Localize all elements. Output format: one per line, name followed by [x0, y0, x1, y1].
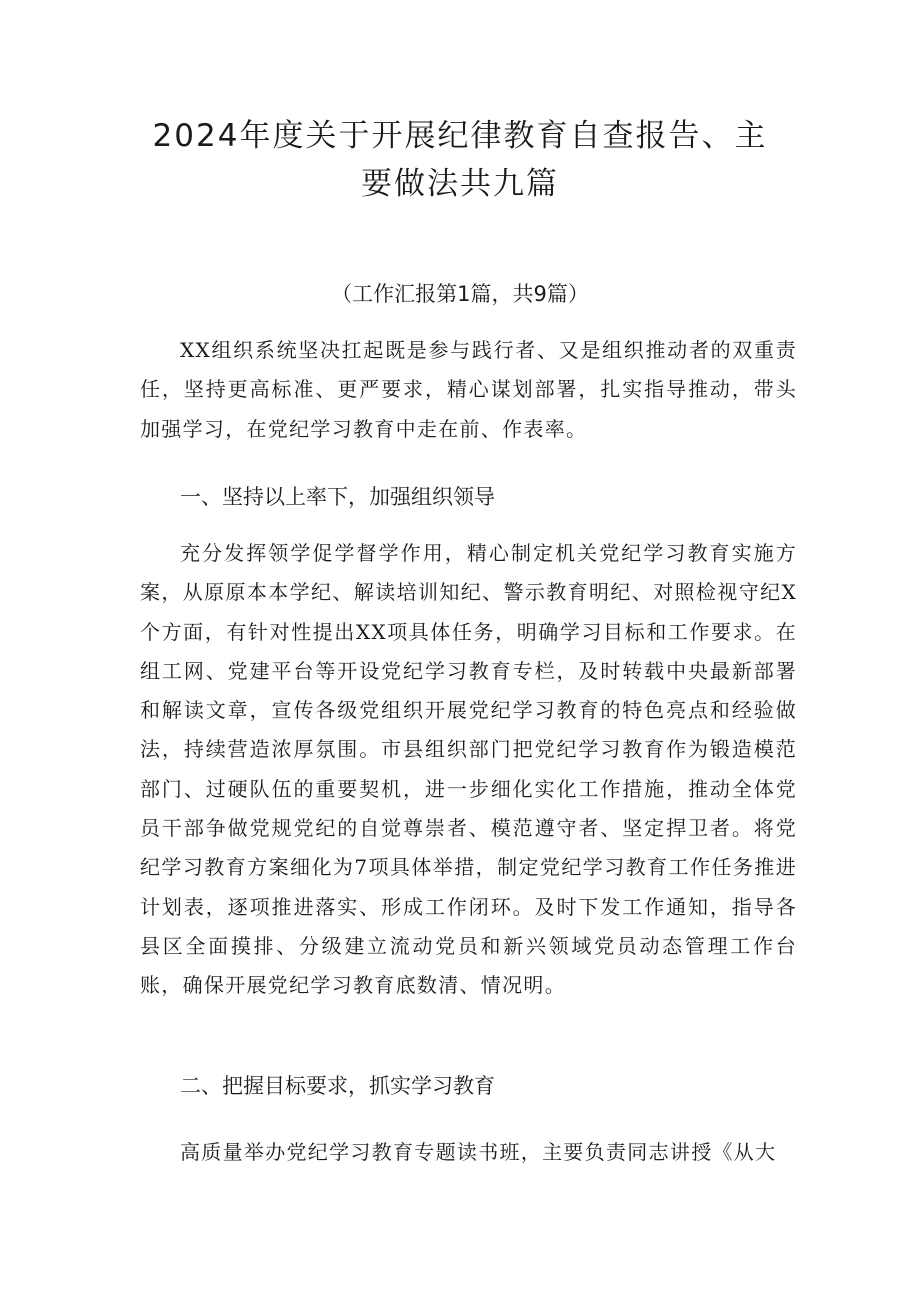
- section-1-heading: 一、坚持以上率下，加强组织领导: [180, 485, 495, 509]
- title-line-2: 要做法共九篇: [361, 166, 559, 202]
- section-1-paragraph: 充分发挥领学促学督学作用，精心制定机关党纪学习教育实施方案，从原原本本学纪、解读培训知纪、警示教育明纪、对照检视守纪X个方面，有针对性提出XX项具体任务，明确学习目标和工作要求。在组工网、党建平台等开设党纪学习教育专栏，及时转载中央最新部署和解读文章，宣传各级党组织开展党纪学习教育的特色亮点和经验做法，持续营造浓厚氛围。市县组织部门把党纪学习教育作为锻造模范部门、过硬队伍的重要契机，进一步细化实化工作措施，推动全体党员干部争做党规党纪的自觉尊崇者、模范遵守者、坚定捍卫者。将党纪学习教育方案细化为7项具体举措，制定党纪学习教育工作任务推进计划表，逐项推进落实、形成工作闭环。及时下发工作通知，指导各县区全面摸排、分级建立流动党员和新兴领域党员动态管理工作台账，确保开展党纪学习教育底数清、情况明。: [140, 541, 797, 998]
- section-2-heading: 二、把握目标要求，抓实学习教育: [180, 1074, 495, 1098]
- document-title: [100, 112, 820, 208]
- intro-paragraph: XX组织系统坚决扛起既是参与践行者、又是组织推动者的双重责任，坚持更高标准、更严要求，精心谋划部署，扎实指导推动，带头加强学习，在党纪学习教育中走在前、作表率。: [140, 338, 797, 441]
- section-2-paragraph: 高质量举办党纪学习教育专题读书班，主要负责同志讲授《从大: [180, 1140, 777, 1164]
- title-line-1: 2024年度关于开展纪律教育自查报告、主: [152, 118, 768, 154]
- document-subtitle: （工作汇报第1篇，共9篇）: [331, 282, 589, 306]
